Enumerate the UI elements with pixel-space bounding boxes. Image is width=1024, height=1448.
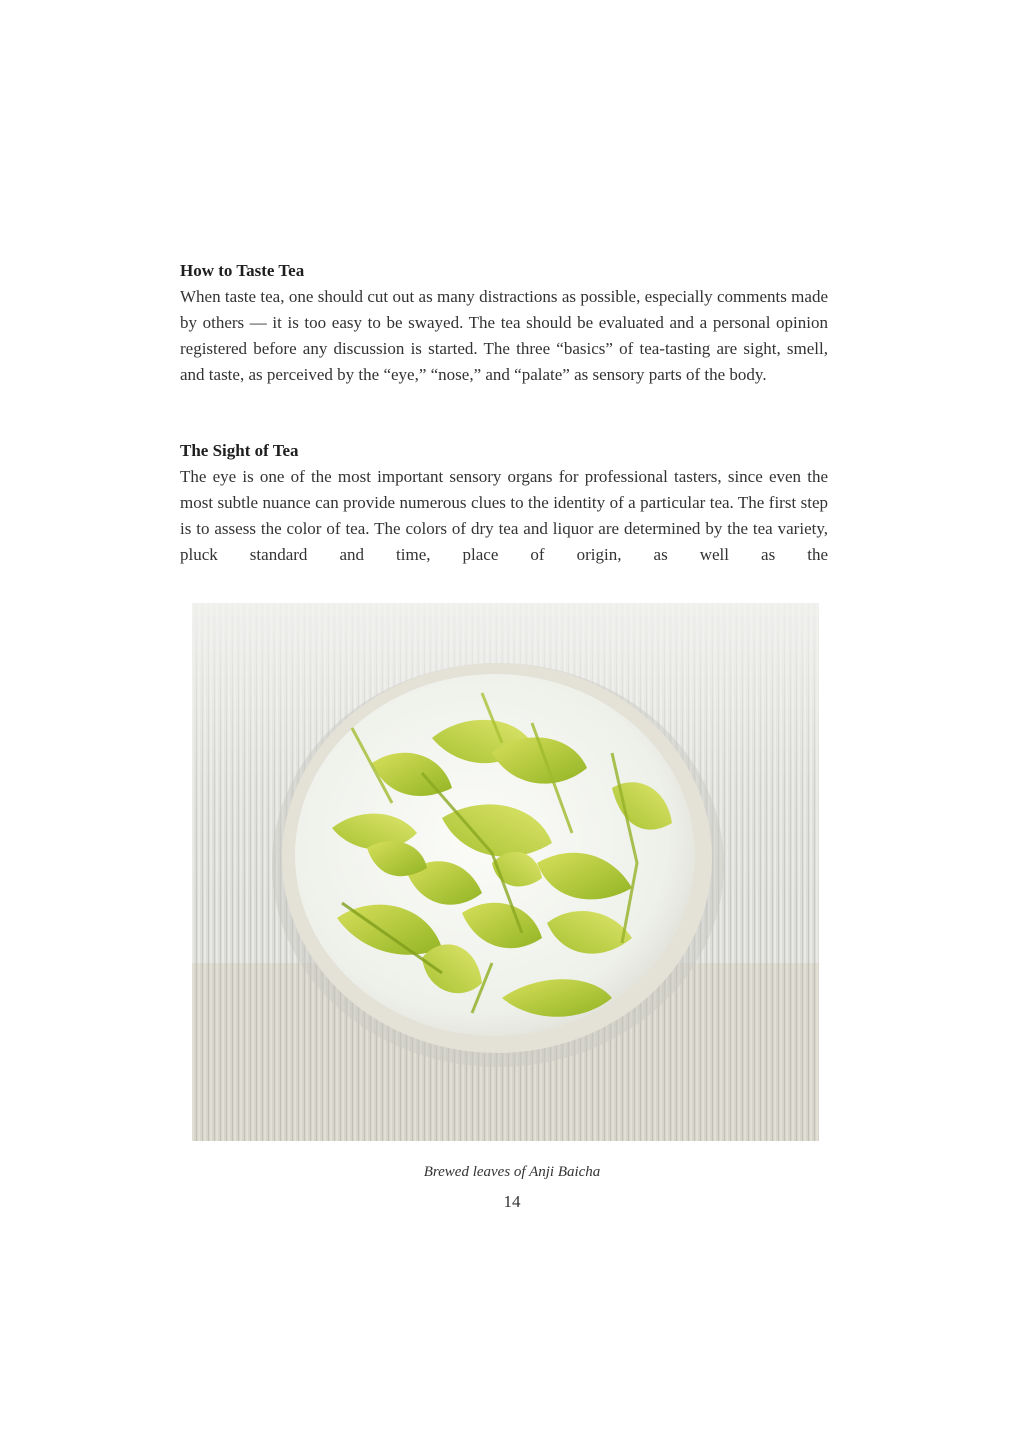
section-body: When taste tea, one should cut out as many distractions as possible, especially comments made by others — it is too easy to be swayed. The tea should be evaluated and a personal opinion registered before any discussion is started. The three “basics” of tea-tasting are sight, smell, and taste, as perceived by the “eye,” “nose,” and “palate” as sensory parts of the body. [180, 287, 828, 384]
page-number: 14 [503, 1192, 521, 1211]
section-sight-of-tea [180, 438, 828, 568]
tea-leaves-photo [192, 603, 819, 1141]
section-how-to-taste-tea [180, 258, 828, 388]
figure-caption: Brewed leaves of Anji Baicha [423, 1164, 601, 1180]
section-heading: How to Taste Tea [180, 261, 305, 280]
section-body: The eye is one of the most important sensory organs for professional tasters, since even the most subtle nuance can provide numerous clues to the identity of a particular tea. The first step is to assess the color of tea. The colors of dry tea and liquor are determined by the tea variety, pluck standard and time, place of origin, as well as the [180, 467, 828, 564]
section-heading: The Sight of Tea [180, 441, 299, 460]
